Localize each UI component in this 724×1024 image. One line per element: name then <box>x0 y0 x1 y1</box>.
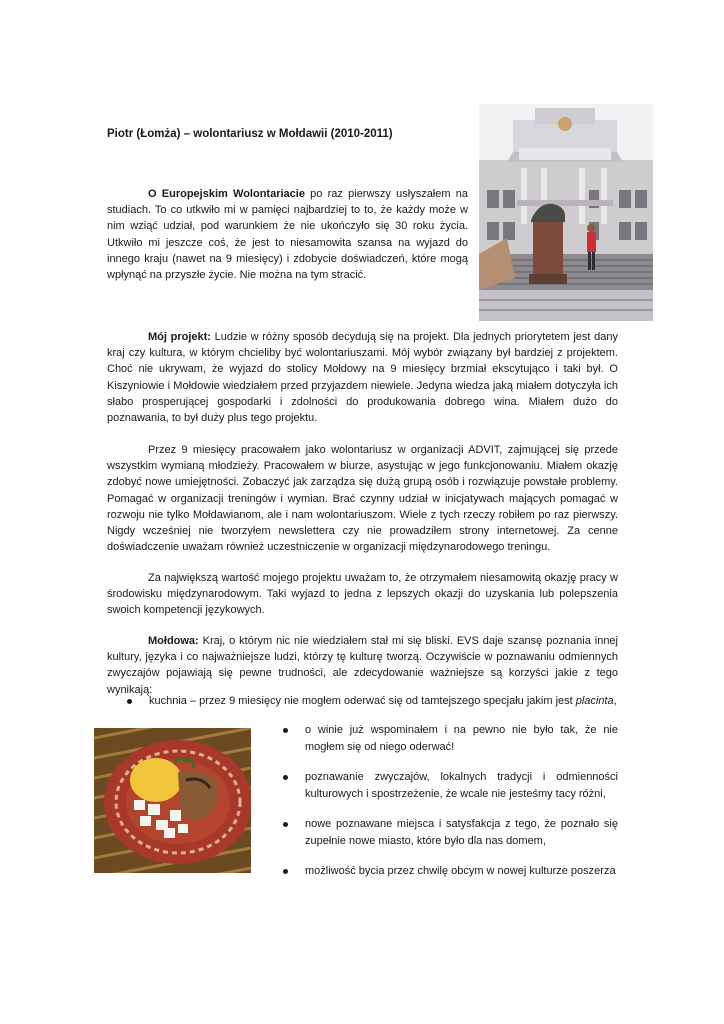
value-paragraph <box>107 570 618 619</box>
value-text: Za największą wartość mojego projektu uważam to, że otrzymałem niesamowitą okazję pracy w środowisku międzynarodowym. Taki wyjazd to jedna z lepszych okazji do uzyskania lub polepszenia swoich kompetencji językowych. <box>107 572 618 617</box>
food-plate-image <box>94 728 251 873</box>
advit-text: Przez 9 miesięcy pracowałem jako wolontariusz w organizacji ADVIT, zajmującej się przede wszystkim wymianą młodzieży. Pracowałem w biurze, asystując w jego funkcjonowaniu. Miałem okazję zdobyć nowe umiejętności. Zobaczyć jak zarządza się dużą grupą osób i rozwiązuje powstałe problemy. Pomagać w organizacji treningów i wymian. Brać czynny udział w inicjatywach mających pomagać w rozwoju nie tylko Mołdawianom, ale i nam wolontariuszom. Wiele z tych rzeczy robiłem po raz pierwszy. Nigdy wcześniej nie tworzyłem newslettera czy nie prowadziłem strony internetowej. Za cenne doświadczenie uważam również uczestniczenie w organizacji międzynarodowego treningu. <box>107 444 618 554</box>
museum-building-image <box>479 104 653 321</box>
bullet-text: o winie już wspominałem i na pewno nie było tak, że nie mogłem się od niego oderwać! <box>305 724 618 753</box>
bullet-icon <box>283 822 288 827</box>
moldova-text: Kraj, o którym nic nie wiedziałem stał mi się bliski. EVS daje szansę poznania innej kultury, języka i co najważniejsze ludzi, którzy tę kulturę tworzą. Oczywiście w poznawaniu odmiennych zwyczajów pojawiają się pewne trudności, ale zdecydowanie ważniejsze są korzyści jakie z tego wynikają: <box>107 635 618 696</box>
project-bold: Mój projekt: <box>148 331 211 343</box>
project-text: Ludzie w różny sposób decydują się na projekt. Dla jednych priorytetem jest dany kraj czy kultura, w którym chcieliby być wolontariuszami. Mój wybór związany był bardziej z projektem. Choć nie ukrywam, że wyjazd do stolicy Mołdowy na 9 miesięcy brzmiał ekscytująco i taki był. O Kiszyniowie i Mołdowie wiedziałem przed przyjazdem niewiele. Jedyna wiedza jaką miałem dotyczyła ich słabo prosperującej gospodarki i zdolności do produkowania dobrego wina. Miałem dużo do poznawania, to był duży plus tego projektu. <box>107 331 618 425</box>
benefits-list-top <box>127 693 618 723</box>
intro-bold: O Europejskim Wolontariacie <box>148 188 305 200</box>
list-item <box>283 769 618 803</box>
museum-photo <box>479 104 653 321</box>
bullet-text: możliwość bycia przez chwilę obcym w nowej kulturze poszerza <box>305 865 616 877</box>
bullet-icon <box>283 775 288 780</box>
bullet-text: poznawanie zwyczajów, lokalnych tradycji i odmienności kulturowych i spostrzeżenie, że wcale nie jesteśmy tacy różni, <box>305 771 618 800</box>
intro-text: po raz pierwszy usłyszałem na studiach. To co utkwiło mi w pamięci najbardziej to to, że każdy może w nim wziąć udział, pod warunkiem że nie ukończyło się 30 roku życia. Utkwiło mi jeszcze coś, że jest to niesamowita szansa na wyjazd do innego kraju (nawet na 9 miesięcy) i zdobycie doświadczeń, które mogą wpłynąć na przyszłe życie. Nie można na tym stracić. <box>107 188 468 282</box>
intro-paragraph <box>107 186 468 283</box>
advit-paragraph <box>107 442 618 555</box>
bullet-italic: placinta <box>575 695 614 707</box>
page-title: Piotr (Łomża) – wolontariusz w Mołdawii (2010-2011) <box>107 128 393 140</box>
project-paragraph <box>107 329 618 426</box>
placinta-photo <box>94 728 251 873</box>
moldova-bold: Mołdowa: <box>148 635 199 647</box>
bullet-text: kuchnia – przez 9 miesięcy nie mogłem oderwać się od tamtejszego specjału jakim jest <box>149 695 576 707</box>
list-item <box>283 816 618 850</box>
list-item <box>283 722 618 756</box>
list-item <box>283 863 618 880</box>
bullet-tail: , <box>613 695 617 707</box>
bullet-icon <box>283 728 288 733</box>
bullet-icon <box>127 699 132 704</box>
moldova-paragraph <box>107 633 618 698</box>
benefits-list-right <box>283 722 618 893</box>
list-item <box>127 693 618 710</box>
bullet-icon <box>283 869 288 874</box>
bullet-text: nowe poznawane miejsca i satysfakcja z tego, że poznało się zupełnie nowe miasto, które było dla nas domem, <box>305 818 618 847</box>
